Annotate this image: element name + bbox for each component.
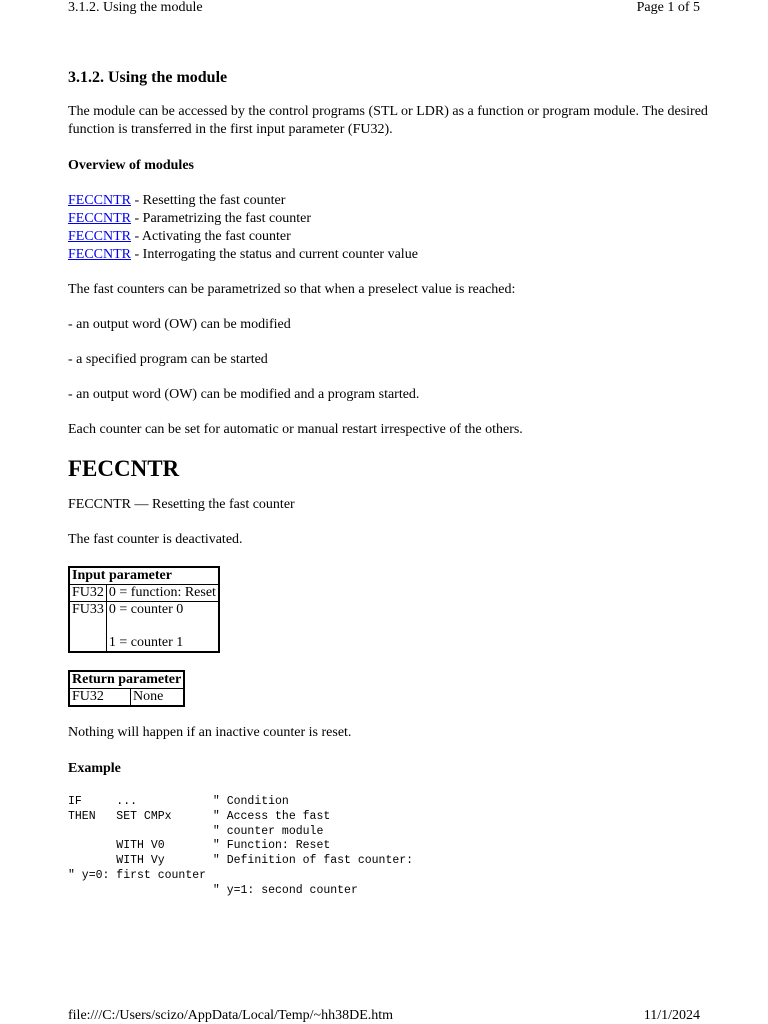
input-parameter-table xyxy=(68,566,220,653)
example-heading: Example xyxy=(68,761,121,776)
inactive-note: Nothing will happen if an inactive counter is reset. xyxy=(68,725,352,740)
module-item xyxy=(68,192,708,210)
table-header: Return parameter xyxy=(69,671,184,689)
module-desc: - Parametrizing the fast counter xyxy=(131,211,311,226)
module-item xyxy=(68,210,708,228)
table-row xyxy=(69,585,219,602)
header-title: 3.1.2. Using the module xyxy=(68,0,203,15)
feccntr-description: The fast counter is deactivated. xyxy=(68,532,243,547)
feccntr-heading: FECCNTR xyxy=(68,456,180,481)
restart-paragraph: Each counter can be set for automatic or manual restart irrespective of the others. xyxy=(68,422,523,437)
preselect-paragraph: The fast counters can be parametrized so that when a preselect value is reached: xyxy=(68,282,516,297)
table-row xyxy=(69,602,219,653)
footer-date: 11/1/2024 xyxy=(643,1008,700,1023)
module-link-interrogate[interactable]: FECCNTR xyxy=(68,247,132,262)
bullet-item: - an output word (OW) can be modified xyxy=(68,317,291,332)
module-link-reset[interactable]: FECCNTR xyxy=(68,193,132,208)
bullet-item: - a specified program can be started xyxy=(68,352,268,367)
param-value: 1 = counter 1 xyxy=(108,635,184,650)
code-example: IF ... " Condition THEN SET CMPx " Access the fast " counter module WITH V0 " Function: Reset WITH Vy " Definition of fast counter: " y=0: first counter " y=1: second counter xyxy=(68,795,414,897)
module-item xyxy=(68,246,708,264)
intro-paragraph: The module can be accessed by the control programs (STL or LDR) as a function or program module. The desired function is transferred in the first input parameter (FU32). xyxy=(68,104,708,137)
table-header: Input parameter xyxy=(69,567,219,585)
document-body xyxy=(68,69,708,899)
param-name: FU33 xyxy=(69,602,106,653)
module-list xyxy=(68,192,708,264)
module-desc: - Resetting the fast counter xyxy=(131,193,286,208)
module-link-parametrize[interactable]: FECCNTR xyxy=(68,211,132,226)
footer-path: file:///C:/Users/scizo/AppData/Local/Temp/~hh38DE.htm xyxy=(68,1008,394,1023)
param-name: FU32 xyxy=(69,689,131,707)
param-value: None xyxy=(131,689,185,707)
module-item xyxy=(68,228,708,246)
param-value: 0 = counter 0 xyxy=(108,602,184,617)
module-link-activate[interactable]: FECCNTR xyxy=(68,229,132,244)
param-name: FU32 xyxy=(69,585,106,602)
overview-heading: Overview of modules xyxy=(68,158,194,173)
feccntr-subtitle: FECCNTR — Resetting the fast counter xyxy=(68,497,295,512)
module-desc: - Interrogating the status and current counter value xyxy=(131,247,418,262)
module-desc: - Activating the fast counter xyxy=(131,229,291,244)
page-number: Page 1 of 5 xyxy=(636,0,700,15)
return-parameter-table xyxy=(68,670,185,707)
bullet-item: - an output word (OW) can be modified and a program started. xyxy=(68,387,420,402)
section-title: 3.1.2. Using the module xyxy=(68,69,228,86)
table-row xyxy=(69,689,184,707)
param-value: 0 = function: Reset xyxy=(106,585,219,602)
